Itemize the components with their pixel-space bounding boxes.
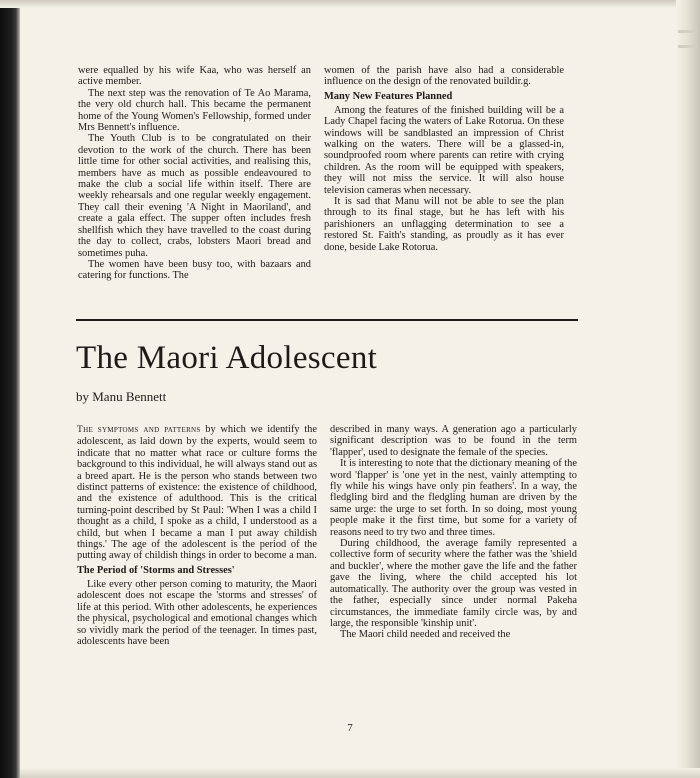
bottom-left-column (77, 424, 317, 647)
article-byline: by Manu Bennett (76, 389, 167, 404)
top-right-column (324, 65, 564, 253)
bleed-through-mark (678, 30, 698, 33)
paragraph (77, 424, 317, 562)
bottom-right-column (330, 424, 577, 641)
section-divider (76, 319, 578, 321)
paragraph: The next step was the renovation of Te Ao Marama, the very old church hall. This became the permanent home of the Young Women's Fellowship, formed under Mrs Bennett's influence. (78, 87, 311, 134)
paragraph: It is interesting to note that the dictionary meaning of the word 'flapper' is 'one yet in the nest, vainly attempting to fly while his wings have only pin feathers'. In a way, the fledgling bird and the fledgling human are driven by the same urge: the urge to set forth. In so doing, most young people make it the first time, but some for a variety of reasons need to try two and three times. (330, 458, 577, 538)
paragraph-text: by which we identify the adolescent, as laid down by the experts, would seem to indicate that no matter what race or culture forms the background to this individual, he will always stand out as a breed apart. He is the person who stands between two distinct patterns of existence: the existence of childhood, and the existence of adulthood. This is the critical turning-point described by St Paul: 'When I was a child I thought as a child, I spoke as a child, I understood as a child, but when I became a man I put away childish things.' The age of the adolescent is the period of the putting away of childish things in order to become a man. (77, 424, 317, 562)
article-title: The Maori Adolescent (76, 340, 378, 376)
page-bottom-edge (20, 768, 700, 778)
bleed-through-mark (678, 45, 698, 48)
paragraph: During childhood, the average family represented a collective form of security where the father was the 'shield and buckler', where the mother gave the life and the father gave the living, where the child accepted his lot automatically. The authority over the group was vested in the father, especially since under normal Pakeha circumstances, the immediate family circle was, by and large, the responsible 'kinship unit'. (330, 538, 577, 629)
top-left-column (78, 65, 311, 282)
paragraph: described in many ways. A generation ago a particularly significant description was to be found in the term 'flapper', used to designate the female of the species. (330, 424, 577, 458)
paragraph: It is sad that Manu will not be able to see the plan through to its final stage, but he has left with his parishioners an unflagging determination to see a restored St. Faith's standing, as proudly as it has ever done, beside Lake Rotorua. (324, 196, 564, 253)
paragraph: The Maori child needed and received the (340, 629, 511, 641)
paragraph: Like every other person coming to maturity, the Maori adolescent does not escape the 'storms and stresses' of life at this period. With other adolescents, he experiences the physical, psychological and emotional changes which so vividly mark the period of the teenager. In times past, adolescents have been (77, 578, 317, 647)
paragraph: The Youth Club is to be congratulated on their devotion to the work of the church. There has been little time for other social activities, and realising this, members have as much as possible endeavoured to make the club a social life within itself. There are weekly rehearsals and one regular weekly engagement. They call their evening 'A Night in Maoriland', and create a gala effect. The supper often includes fresh shellfish which they have travelled to the coast during the day to collect, crabs, lobsters Maori bread and sometimes puha. (78, 133, 311, 259)
lead-in-smallcaps: The symptoms and patterns (77, 425, 201, 435)
section-heading: The Period of 'Storms and Stresses' (77, 564, 235, 576)
page-right-edge (676, 0, 700, 778)
book-binding (0, 0, 20, 778)
paragraph: The women have been busy too, with bazaars and catering for functions. The (78, 258, 311, 282)
paragraph: Among the features of the finished building will be a Lady Chapel facing the waters of Lake Rotorua. On these windows will be sandblasted an impression of Christ walking on the waters. There will be a glassed-in, soundproofed room where parents can retire with crying children. As the room will be equipped with speakers, they will not miss the service. It will also house television cameras when necessary. (324, 104, 564, 196)
page-number: 7 (347, 722, 353, 734)
section-heading: Many New Features Planned (324, 90, 453, 102)
paragraph: women of the parish have also had a considerable influence on the design of the renovated buildir.g. (324, 65, 564, 88)
paragraph: were equalled by his wife Kaa, who was herself an active member. (78, 65, 311, 88)
page-top-edge (0, 0, 700, 8)
